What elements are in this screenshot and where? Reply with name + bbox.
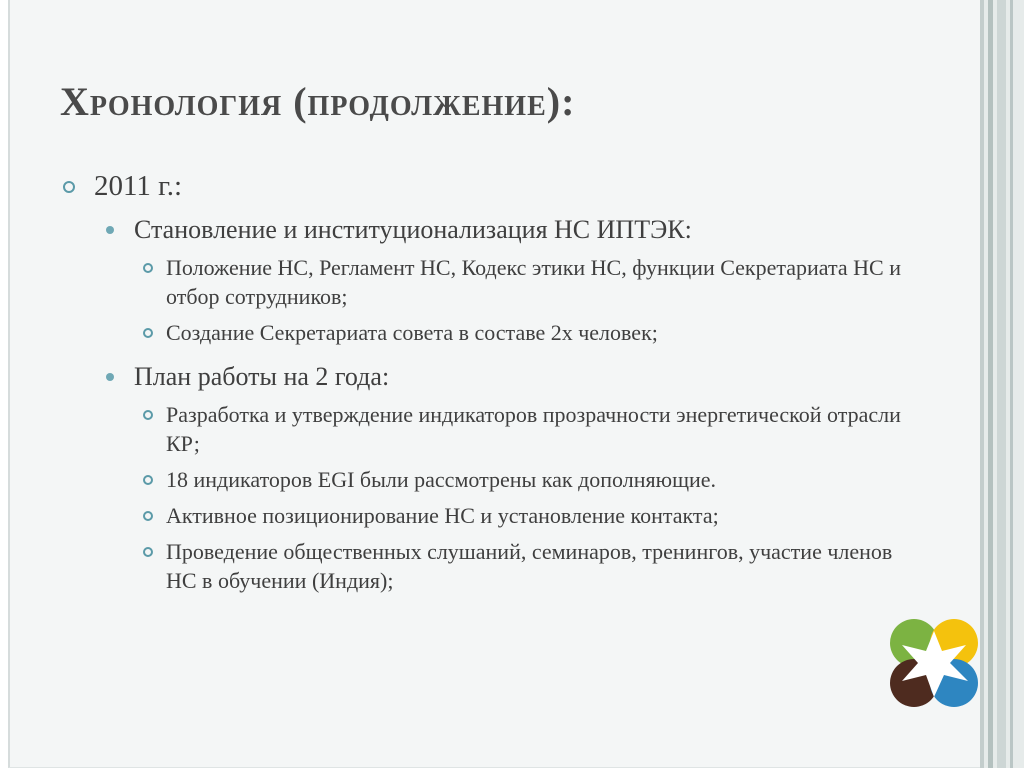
circle-bullet-icon bbox=[143, 410, 153, 420]
circle-bullet-icon bbox=[143, 475, 153, 485]
item-text: Разработка и утверждение индикаторов прозрачности энергетической отрасли КР; bbox=[166, 402, 901, 456]
bullet-level3-item bbox=[60, 400, 906, 458]
item-text: 18 индикаторов EGI были рассмотрены как дополняющие. bbox=[166, 467, 717, 492]
year-text: 2011 г.: bbox=[94, 170, 183, 202]
bullet-level3-item bbox=[60, 318, 906, 347]
dot-bullet-icon bbox=[106, 226, 114, 234]
flower-logo-icon bbox=[888, 617, 980, 709]
circle-bullet-icon bbox=[143, 511, 153, 521]
item-text: Создание Секретариата совета в составе 2х человек; bbox=[166, 320, 658, 345]
circle-bullet-icon bbox=[143, 263, 153, 273]
bullet-level1-year bbox=[60, 168, 940, 204]
bullet-level3-item bbox=[60, 465, 906, 494]
circle-bullet-icon bbox=[143, 547, 153, 557]
item-text: Активное позиционирование НС и установление контакта; bbox=[166, 503, 719, 528]
item-text: Положение НС, Регламент НС, Кодекс этики НС, функции Секретариата НС и отбор сотрудников; bbox=[166, 255, 901, 309]
circle-bullet-icon bbox=[63, 181, 75, 193]
bullet-level3-item bbox=[60, 253, 906, 311]
decorative-side-stripes bbox=[980, 0, 1024, 768]
dot-bullet-icon bbox=[106, 373, 114, 381]
circle-bullet-icon bbox=[143, 328, 153, 338]
section-label: Становление и институционализация НС ИПТЭК: bbox=[134, 215, 692, 244]
slide-title: Хронология (продолжение): bbox=[60, 79, 576, 124]
item-text: Проведение общественных слушаний, семинаров, тренингов, участие членов НС в обучении (Индия); bbox=[166, 539, 893, 593]
section-label: План работы на 2 года: bbox=[134, 362, 390, 391]
slide-content bbox=[60, 168, 940, 595]
bullet-level2-section bbox=[60, 361, 940, 393]
bullet-level3-item bbox=[60, 537, 906, 595]
bullet-level3-item bbox=[60, 501, 906, 530]
logo-white-center bbox=[926, 655, 942, 671]
bullet-level2-section bbox=[60, 214, 940, 246]
